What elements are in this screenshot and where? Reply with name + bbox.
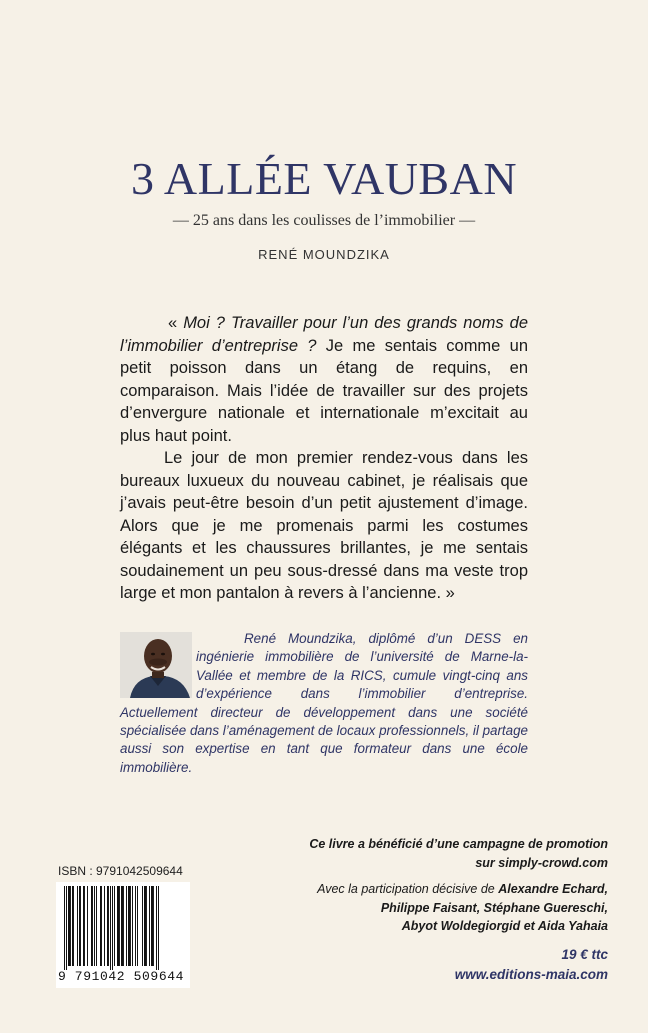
promo-line-2: sur simply-crowd.com [475,855,608,870]
barcode-bar [112,886,113,970]
barcode-bar [117,886,120,966]
barcode-bar [87,886,88,966]
barcode-bar [158,886,159,970]
participation-names-3: Abyot Woldegiorgid et Aida Yahaia [401,919,608,933]
barcode-bar [114,886,115,966]
barcode-bar [156,886,157,970]
barcode-bar [96,886,97,966]
book-author: RENÉ MOUNDZIKA [258,247,390,262]
barcode-bar [137,886,138,966]
barcode-bar [104,886,105,966]
barcode-bar [72,886,74,966]
barcode-bar [132,886,133,966]
barcode-bar [149,886,150,966]
barcode-bar [68,886,71,966]
barcode-digits: 9 791042 509644 [58,969,185,984]
participation-line-1 [308,880,608,899]
participation-names-2: Philippe Faisant, Stéphane Guereschi, [380,900,608,915]
barcode-bar [64,886,65,970]
barcode-bar [126,886,127,966]
barcode-bar [77,886,78,966]
book-subtitle: — 25 ans dans les coulisses de l’immobilier — [172,212,476,229]
excerpt-italic-quote: Moi ? Travailler pour l’un des grands noms de l’immobilier d’entreprise ? [120,314,528,355]
back-cover-excerpt [120,312,528,605]
barcode-bar [121,886,124,966]
barcode-bar [151,886,154,966]
barcode-bar [128,886,131,966]
excerpt-paragraph-2: Le jour de mon premier rendez-vous dans les bureaux luxueux du nouveau cabinet, je réalisais que j’avais peut-être besoin d’un petit ajustement d’image. Alors que je me promenais parmi les costumes élégants et les chaussures brillantes, je me sentais soudainement un peu sous-dressé dans ma veste trop large et mon pantalon à revers à l’ancienne. » [120,449,528,602]
participation-prefix: Avec la participation décisive de [317,882,499,896]
barcode-bar [91,886,93,966]
author-bio-text: René Moundzika, diplômé d’un DESS en ingénierie immobilière de l’université de Marne-la-Vallée et membre de la RICS, cumule vingt-cinq ans d’expérience dans l’immobilier d’entreprise. Actuellement directeur de développement dans une société spécialisée dans l’aménagement de locaux professionnels, il partage aussi son expertise en tant que formateur dans une école immobilière. [120,631,528,775]
book-title: 3 ALLÉE VAUBAN [130,153,518,204]
barcode-bar [107,886,109,966]
barcode-bar [66,886,67,970]
publisher-website: www.editions-maia.com [454,967,608,982]
isbn-label: ISBN : 9791042509644 [58,864,183,878]
participation-names-1: Alexandre Echard, [498,882,608,896]
barcode-bar [83,886,85,966]
barcode-bar [79,886,81,966]
barcode-bar [94,886,95,966]
barcode-bar [135,886,136,966]
barcode-bar [100,886,102,966]
barcode-bar [144,886,147,966]
author-photo [120,632,192,698]
promo-line-1: Ce livre a bénéficié d’une campagne de promotion [309,837,608,851]
excerpt-paragraph-1-rest: Je me sentais comme un petit poisson dans un étang de requins, en comparaison. Mais l’idée de travailler sur des projets d’envergure nationale et internationale m’excitait au plus haut point. [120,336,528,445]
excerpt-paragraph-1 [120,312,528,447]
book-price: 19 € ttc [561,947,608,962]
promo-block [308,835,608,936]
barcode-bar [142,886,143,966]
barcode-bar [110,886,111,970]
excerpt-open-quote: « [168,314,184,332]
